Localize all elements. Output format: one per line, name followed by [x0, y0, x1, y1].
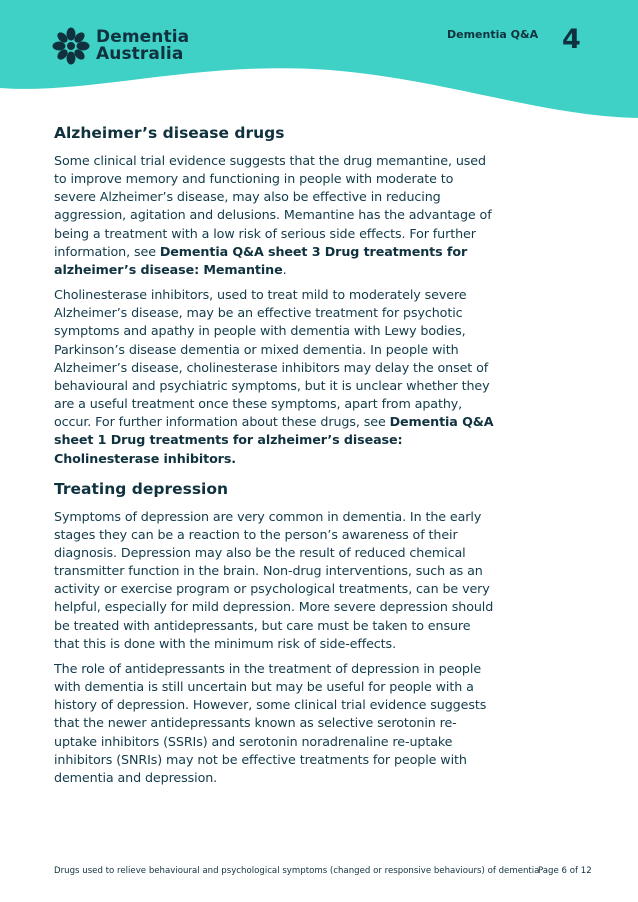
dementia-australia-logo — [52, 27, 189, 65]
sheet-reference-cholinesterase: Dementia Q&A sheet 1 Drug treatments for alzheimer’s disease: Cholinesterase inhibitors. — [54, 414, 494, 466]
paragraph-end: . — [282, 261, 287, 277]
paragraph-text: Some clinical trial evidence suggests that the drug memantine, used to improve memory and functioning in people with moderate to severe Alzheimer’s disease, may also be effective in reducing aggression, agitation and delusions. Memantine has the advantage of being a treatment with a low risk of serious side effects. For further information, see — [54, 153, 492, 259]
logo-line-2: Australia — [96, 44, 184, 64]
paragraph-antidepressants: The role of antidepressants in the treatment of depression in people with dementia is still uncertain but may be useful for people with a history of depression. However, some clinical trial evidence suggests that the newer antidepressants known as selective serotonin re-uptake inhibitors (SSRIs) and serotonin noradrenaline re-uptake inhibitors (SNRIs) may not be effective treatments for people with dementia and depression. — [54, 660, 487, 785]
series-label: Dementia Q&A — [447, 28, 539, 41]
paragraph-memantine — [54, 152, 494, 279]
main-content — [54, 124, 494, 794]
logo-wordmark — [96, 29, 189, 63]
footer-page-number: Page 6 of 12 — [538, 866, 592, 876]
section-heading-treating-depression: Treating depression — [54, 479, 229, 498]
paragraph-depression-symptoms: Symptoms of depression are very common in dementia. In the early stages they can be a reaction to the person’s awareness of their diagnosis. Depression may also be the result of reduced chemical transmitter function in the brain. Non-drug interventions, such as an activity or exercise program or psychological treatments, can be very helpful, especially for mild depression. More severe depression should be treated with antidepressants, but care must be taken to ensure that this is done with the minimum risk of side-effects. — [54, 508, 494, 651]
section-heading-alzheimers-drugs: Alzheimer’s disease drugs — [54, 124, 285, 142]
sheet-reference-memantine: Dementia Q&A sheet 3 Drug treatments for alzheimer’s disease: Memantine — [54, 243, 468, 277]
logo-mark-icon — [52, 27, 90, 65]
footer-document-title: Drugs used to relieve behavioural and psychological symptoms (changed or responsive behaviours) of dementia — [54, 866, 540, 876]
logo-line-1: Dementia — [96, 27, 190, 47]
paragraph-cholinesterase — [54, 286, 494, 468]
paragraph-text: Cholinesterase inhibitors, used to treat mild to moderately severe Alzheimer’s disease, may be an effective treatment for psychotic symptoms and apathy in people with dementia with Lewy bodies, Parkinson’s disease dementia or mixed dementia. In people with Alzheimer’s disease, cholinesterase inhibitors may delay the onset of behavioural and psychiatric symptoms, but it is unclear whether they are a useful treatment once these symptoms, apart from apathy, occur. For further information about these drugs, see — [54, 287, 490, 430]
sheet-number: 4 — [562, 24, 581, 55]
